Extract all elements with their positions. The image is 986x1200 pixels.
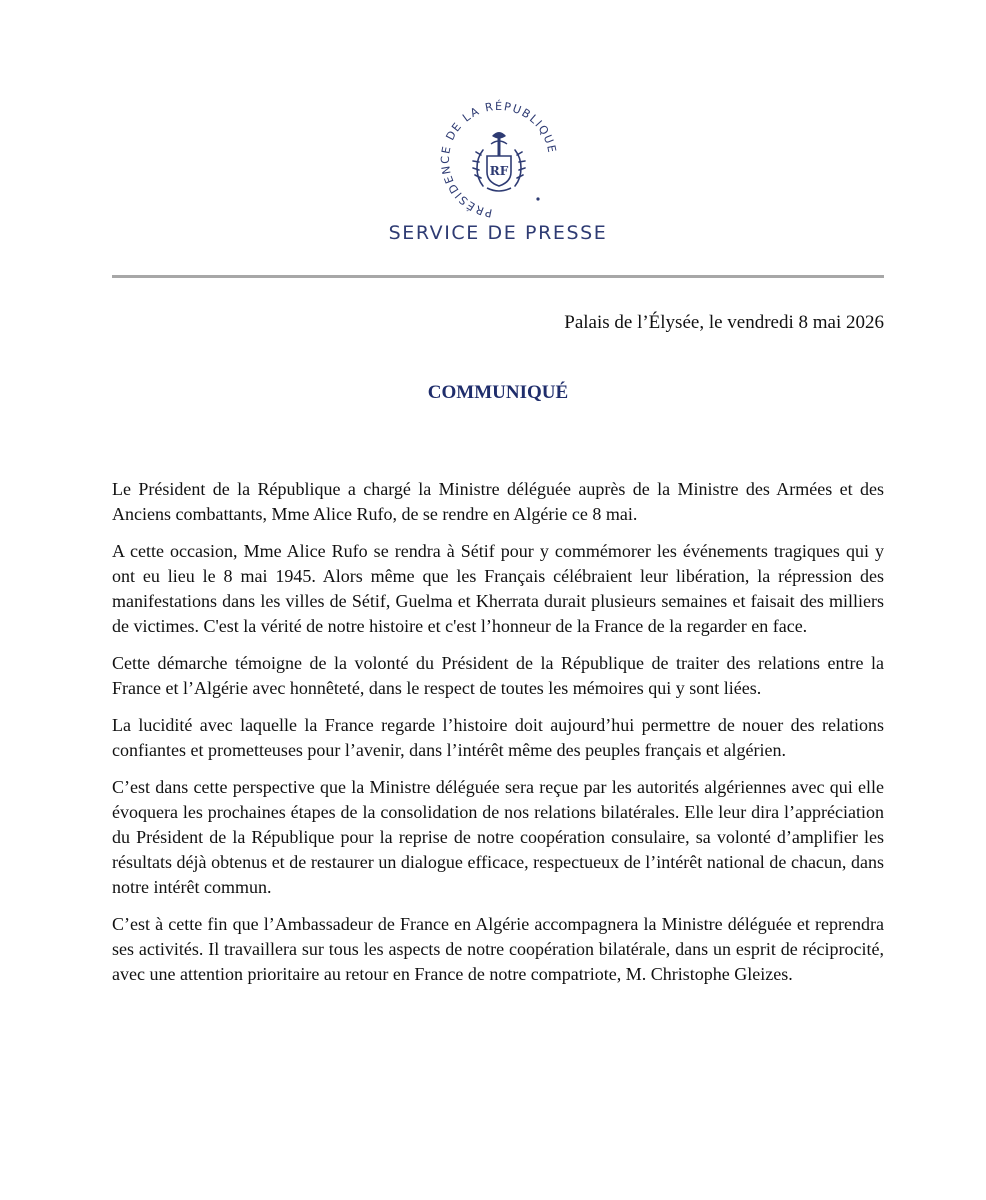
body-paragraph: La lucidité avec laquelle la France regarde l’histoire doit aujourd’hui permettre de nouer des relations confiantes et prometteuses pour l’avenir, dans l’intérêt même des peuples français et algérien. <box>112 715 884 760</box>
body-paragraph: C’est dans cette perspective que la Ministre déléguée sera reçue par les autorités algériennes avec qui elle évoquera les prochaines étapes de la consolidation de nos relations bilatérales. Elle leur dira l’appréciation du Président de la République pour la reprise de notre coopération consulaire, sa volonté d’amplifier les résultats déjà obtenus et de restaurer un dialogue efficace, respectueux de l’intérêt national de chacun, dans notre intérêt commun. <box>112 777 884 897</box>
svg-text:RF: RF <box>489 164 509 178</box>
body-paragraph: A cette occasion, Mme Alice Rufo se rendra à Sétif pour y commémorer les événements tragiques qui y ont eu lieu le 8 mai 1945. Alors même que les Français célébraient leur libération, la répression des manifestations dans les villes de Sétif, Guelma et Kherrata durait plusieurs semaines et faisait des milliers de victimes. C'est la vérité de notre histoire et c'est l’honneur de la France de la regarder en face. <box>112 541 884 636</box>
communique-body <box>112 477 884 999</box>
body-paragraph: C’est à cette fin que l’Ambassadeur de France en Algérie accompagnera la Ministre déléguée et reprendra ses activités. Il travaillera sur tous les aspects de notre coopération bilatérale, dans un esprit de réciprocité, avec une attention prioritaire au retour en France de notre compatriote, M. Christophe Gleizes. <box>112 914 884 984</box>
dateline: Palais de l’Élysée, le vendredi 8 mai 2026 <box>564 312 884 333</box>
document-title: COMMUNIQUÉ <box>427 382 569 403</box>
body-paragraph: Cette démarche témoigne de la volonté du Président de la République de traiter des relations entre la France et l’Algérie avec honnêteté, dans le respect de toutes les mémoires qui y sont liées. <box>112 653 884 698</box>
svg-text:PRÉSIDENCE DE LA RÉPUBLIQUE: PRÉSIDENCE DE LA RÉPUBLIQUE <box>438 99 559 220</box>
body-paragraph: Le Président de la République a chargé la Ministre déléguée auprès de la Ministre des Armées et des Anciens combattants, Mme Alice Rufo, de se rendre en Algérie ce 8 mai. <box>112 479 884 524</box>
presidency-seal-logo <box>437 98 561 222</box>
press-service-heading: SERVICE DE PRESSE <box>388 222 608 244</box>
header-divider <box>112 275 884 278</box>
letterhead <box>0 0 986 280</box>
